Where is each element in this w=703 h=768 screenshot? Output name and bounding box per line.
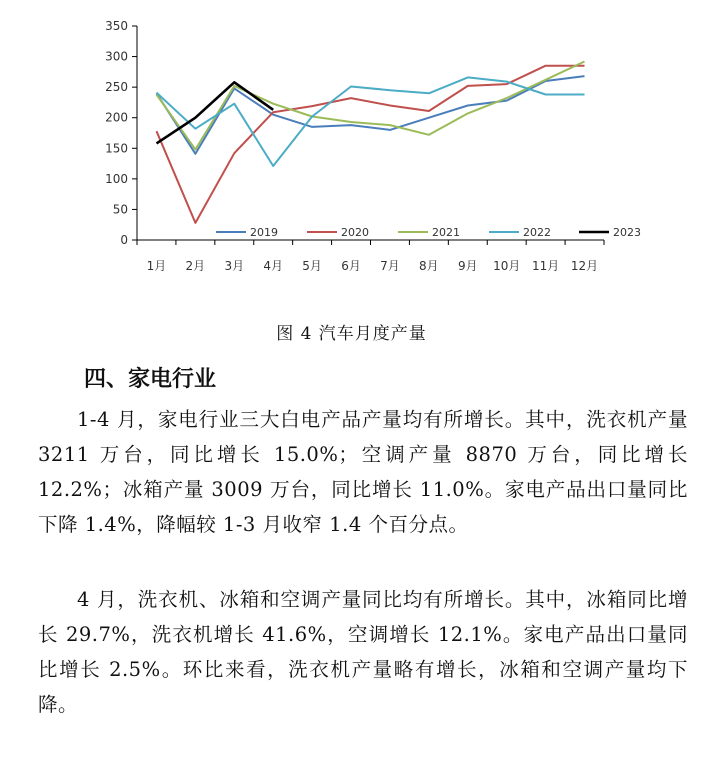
y-tick-label: 200	[105, 110, 128, 125]
x-tick-label: 11月	[531, 259, 560, 273]
chart-legend	[216, 226, 641, 239]
legend-label-2022: 2022	[523, 226, 551, 239]
section-heading: 四、家电行业	[84, 367, 217, 392]
y-tick-label: 50	[112, 202, 128, 217]
x-tick-label: 8月	[419, 259, 439, 273]
x-tick-label: 6月	[341, 259, 361, 273]
y-tick-label: 300	[105, 49, 128, 64]
y-tick-label: 150	[105, 141, 128, 156]
legend-label-2020: 2020	[341, 226, 369, 239]
x-tick-label: 7月	[380, 259, 400, 273]
chart-series-lines	[157, 62, 585, 223]
y-tick-label: 250	[105, 80, 128, 95]
series-line-2021	[157, 62, 585, 150]
x-tick-label: 3月	[224, 259, 245, 273]
series-line-2023	[157, 82, 274, 143]
x-tick-label: 1月	[146, 259, 167, 273]
y-tick-label: 0	[120, 233, 128, 247]
x-tick-label: 4月	[263, 259, 284, 273]
x-tick-label: 5月	[302, 259, 322, 273]
x-tick-label: 12月	[570, 259, 599, 273]
paragraph-1: 1-4 月，家电行业三大白电产品产量均有所增长。其中，洗衣机产量 3211 万台，同比增长 15.0%；空调产量 8870 万台，同比增长 12.2%；冰箱产量 3009 万台，同比增长 11.0%。家电产品出口量同比下降 1.4%，降幅较 1-3 月收窄 1.4 个百分点。	[38, 408, 688, 536]
legend-label-2023: 2023	[613, 226, 641, 239]
x-tick-label: 10月	[493, 259, 521, 273]
x-tick-label: 9月	[457, 259, 478, 273]
legend-label-2019: 2019	[250, 226, 278, 239]
y-tick-label: 100	[105, 171, 128, 186]
legend-label-2021: 2021	[432, 226, 460, 239]
y-tick-label: 350	[105, 19, 128, 33]
paragraph-2: 4 月，洗衣机、冰箱和空调产量同比均有所增长。其中，冰箱同比增长 29.7%，洗衣机增长 41.6%，空调增长 12.1%。家电产品出口量同比增长 2.5%。环比来看，洗衣机产量略有增长，冰箱和空调产量均下降。	[38, 588, 688, 716]
figure-caption: 图 4 汽车月度产量	[276, 324, 427, 344]
x-tick-label: 2月	[185, 259, 206, 273]
monthly-output-line-chart	[0, 0, 703, 300]
